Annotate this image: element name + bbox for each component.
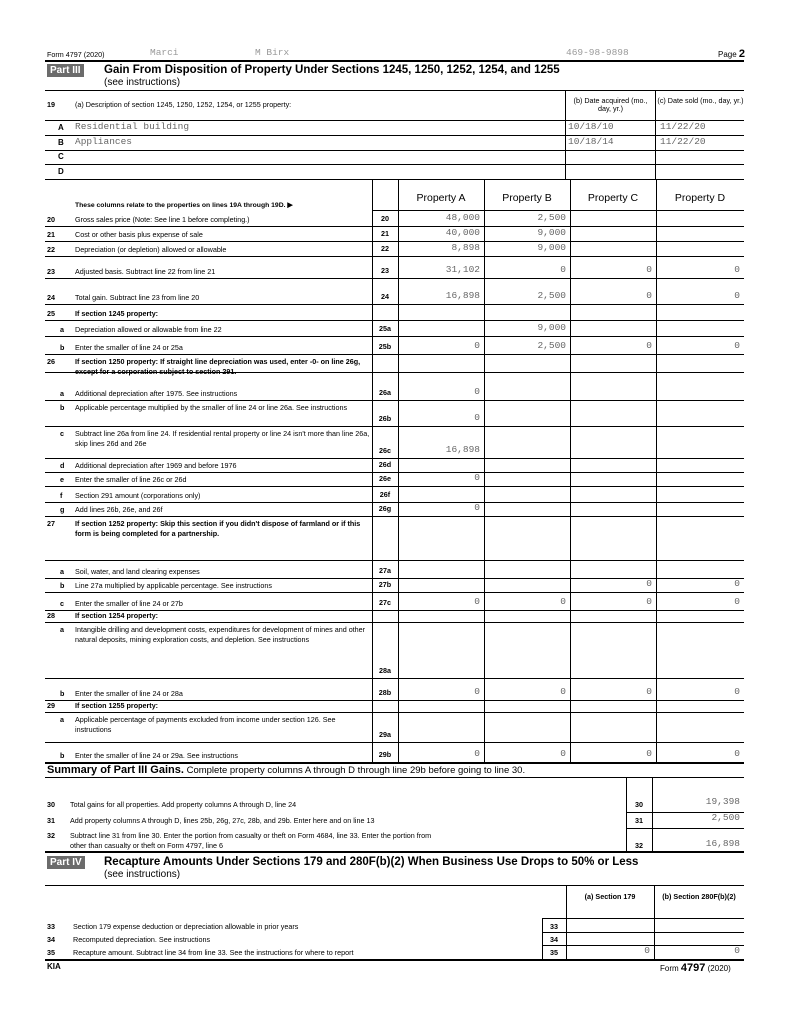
line-letter: a: [60, 567, 64, 576]
page-label: Page 2: [718, 48, 746, 60]
line-description: Subtract line 26a from line 24. If residential rental property or line 24 isn't more than line 26a, skip lines 26d and 26e: [75, 429, 370, 448]
line-description: If section 1250 property: If straight line depreciation was used, enter -0- on line 26g, except for a corporation subject to section 291.: [75, 357, 361, 376]
line-code: 26g: [378, 504, 392, 513]
line-letter: a: [60, 625, 64, 634]
line-number: 26: [47, 357, 55, 366]
property-c-value: 0: [646, 686, 652, 697]
property-d-value: 0: [734, 686, 740, 697]
property-a-value: 31,102: [445, 264, 480, 275]
property-letter: A: [58, 123, 64, 132]
property-d-value: 0: [734, 340, 740, 351]
line-30-value: 19,398: [705, 796, 740, 807]
property-a-value: 40,000: [445, 227, 480, 238]
line-code: 25b: [378, 342, 392, 351]
property-d-value: 0: [734, 596, 740, 607]
line-number: 29: [47, 701, 55, 710]
line-description: Gross sales price (Note: See line 1 before completing.): [75, 215, 250, 224]
col-section-179: (a) Section 179: [584, 892, 636, 901]
property-a-value: 0: [474, 596, 480, 607]
taxpayer-ssn: 469-98-9898: [566, 47, 629, 58]
property-c-value: 0: [646, 264, 652, 275]
line-code: 26f: [379, 490, 391, 499]
property-b-value: 9,000: [537, 227, 566, 238]
col-property-d: Property D: [674, 192, 726, 204]
line-letter: g: [60, 505, 65, 514]
property-letter: C: [58, 152, 64, 161]
property-d-value: 0: [734, 748, 740, 759]
col-property-c: Property C: [587, 192, 639, 204]
line-code: 29a: [379, 730, 391, 739]
line-code: 28a: [379, 666, 391, 675]
property-d-value: 0: [734, 290, 740, 301]
line-31-text: Add property columns A through D, lines 25b, 26g, 27c, 28b, and 29b. Enter here and on line 13: [70, 816, 375, 825]
line-letter: c: [60, 429, 64, 438]
property-letter: B: [58, 138, 64, 147]
property-a-value: 8,898: [451, 242, 480, 253]
line-description: Depreciation allowed or allowable from line 22: [75, 325, 222, 334]
taxpayer-last-name: M Birx: [255, 47, 290, 58]
line-code: 26e: [379, 474, 391, 483]
line-code: 22: [381, 244, 389, 253]
line-description: If section 1254 property:: [75, 611, 159, 620]
property-c-value: 0: [646, 290, 652, 301]
property-b-value: 0: [560, 596, 566, 607]
line-description: Add lines 26b, 26e, and 26f: [75, 505, 163, 514]
line-35-section-280f-value: 0: [734, 945, 740, 956]
line-letter: a: [60, 715, 64, 724]
property-description: Residential building: [75, 121, 190, 132]
line-19-text: (a) Description of section 1245, 1250, 1252, 1254, or 1255 property:: [75, 100, 292, 109]
line-number: 22: [47, 245, 55, 254]
line-description: Applicable percentage multiplied by the smaller of line 24 or line 26a. See instructions: [75, 403, 348, 412]
line-code: 20: [381, 214, 389, 223]
line-code: 27b: [378, 580, 392, 589]
line-code: 25a: [379, 324, 391, 333]
footer-form-label: Form 4797 (2020): [660, 962, 731, 974]
line-35-text: Recapture amount. Subtract line 34 from line 33. See the instructions for where to report: [73, 948, 354, 957]
summary-heading: Summary of Part III Gains. Complete property columns A through D through line 29b before going to line 30.: [47, 764, 526, 776]
line-letter: f: [60, 491, 63, 500]
property-date-sold: 11/22/20: [660, 136, 706, 147]
line-35-code: 35: [550, 948, 558, 957]
line-code: 26b: [378, 414, 392, 423]
property-d-value: 0: [734, 578, 740, 589]
footer-kia: KIA: [47, 962, 61, 971]
line-description: Additional depreciation after 1975. See instructions: [75, 389, 238, 398]
line-letter: b: [60, 751, 65, 760]
line-number: 23: [47, 267, 55, 276]
line-letter: d: [60, 461, 65, 470]
property-a-value: 0: [474, 748, 480, 759]
line-letter: b: [60, 343, 65, 352]
part4-tag: Part IV: [47, 856, 85, 869]
col-property-b: Property B: [502, 192, 552, 204]
line-34-code: 34: [550, 935, 558, 944]
line-code: 27a: [379, 566, 391, 575]
col-property-a: Property A: [416, 192, 466, 204]
line-32-value: 16,898: [705, 838, 740, 849]
line-19-number: 19: [47, 100, 55, 109]
line-description: Enter the smaller of line 24 or 29a. See instructions: [75, 751, 239, 760]
property-date-sold: 11/22/20: [660, 121, 706, 132]
property-a-value: 16,898: [445, 290, 480, 301]
line-code: 21: [381, 229, 389, 238]
line-number: 25: [47, 309, 55, 318]
line-number: 20: [47, 215, 55, 224]
col-section-280f: (b) Section 280F(b)(2): [662, 892, 736, 901]
line-letter: b: [60, 403, 65, 412]
line-32-text-2: other than casualty or theft on Form 4797, line 6: [70, 841, 224, 850]
form-label: Form 4797 (2020): [47, 50, 105, 59]
property-d-value: 0: [734, 264, 740, 275]
property-b-value: 2,500: [537, 290, 566, 301]
line-31-number: 31: [47, 816, 55, 825]
line-35-number: 35: [47, 948, 55, 957]
line-description: If section 1252 property: Skip this section if you didn't dispose of farmland or if this form is being completed for a partnership.: [75, 519, 361, 538]
property-b-value: 0: [560, 264, 566, 275]
line-description: If section 1255 property:: [75, 701, 159, 710]
line-letter: a: [60, 389, 64, 398]
line-description: Enter the smaller of line 26c or 26d: [75, 475, 187, 484]
line-code: 26a: [379, 388, 391, 397]
property-c-value: 0: [646, 340, 652, 351]
line-number: 24: [47, 293, 55, 302]
line-description: Line 27a multiplied by applicable percentage. See instructions: [75, 581, 272, 590]
line-30-text: Total gains for all properties. Add property columns A through D, line 24: [70, 800, 297, 809]
line-letter: e: [60, 475, 64, 484]
line-letter: b: [60, 581, 65, 590]
line-description: Cost or other basis plus expense of sale: [75, 230, 203, 239]
property-b-value: 0: [560, 748, 566, 759]
property-a-value: 0: [474, 412, 480, 423]
line-30-number: 30: [47, 800, 55, 809]
property-date-acquired: 10/18/10: [568, 121, 614, 132]
col-c-header: (c) Date sold (mo., day, yr.): [657, 96, 744, 105]
line-code: 27c: [379, 598, 391, 607]
line-33-code: 33: [550, 922, 558, 931]
line-description: Soil, water, and land clearing expenses: [75, 567, 200, 576]
property-a-value: 0: [474, 686, 480, 697]
line-code: 23: [381, 266, 389, 275]
columns-note: These columns relate to the properties on lines 19A through 19D. ▶: [75, 202, 293, 209]
line-number: 27: [47, 519, 55, 528]
line-description: Adjusted basis. Subtract line 22 from line 21: [75, 267, 216, 276]
part4-subtitle: (see instructions): [104, 869, 181, 880]
line-code: 28b: [378, 688, 392, 697]
line-description: Intangible drilling and development costs, expenditures for development of mines and other natural deposits, mining exploration costs, and depletion. See instructions: [75, 625, 366, 644]
taxpayer-first-name: Marci: [150, 47, 179, 58]
property-a-value: 0: [474, 472, 480, 483]
line-code: 26c: [379, 446, 391, 455]
line-description: If section 1245 property:: [75, 309, 159, 318]
property-a-value: 16,898: [445, 444, 480, 455]
col-b-header: (b) Date acquired (mo., day, yr.): [573, 96, 648, 113]
line-33-number: 33: [47, 922, 55, 931]
line-letter: a: [60, 325, 64, 334]
property-a-value: 48,000: [445, 212, 480, 223]
property-a-value: 0: [474, 502, 480, 513]
line-30-code: 30: [635, 800, 643, 809]
line-letter: b: [60, 689, 65, 698]
property-letter: D: [58, 167, 64, 176]
part3-title: Gain From Disposition of Property Under Sections 1245, 1250, 1252, 1254, and 1255: [104, 64, 560, 76]
line-31-code: 31: [635, 816, 643, 825]
property-date-acquired: 10/18/14: [568, 136, 614, 147]
line-description: Depreciation (or depletion) allowed or allowable: [75, 245, 227, 254]
line-description: Total gain. Subtract line 23 from line 20: [75, 293, 200, 302]
line-description: Enter the smaller of line 24 or 27b: [75, 599, 183, 608]
line-34-text: Recomputed depreciation. See instructions: [73, 935, 211, 944]
line-description: Enter the smaller of line 24 or 25a: [75, 343, 183, 352]
part4-title: Recapture Amounts Under Sections 179 and 280F(b)(2) When Business Use Drops to 50% or Less: [104, 856, 639, 868]
line-32-text-1: Subtract line 31 from line 30. Enter the portion from casualty or theft on Form 4684, line 33. Enter the portion from: [70, 831, 432, 840]
line-33-text: Section 179 expense deduction or depreciation allowable in prior years: [73, 922, 299, 931]
line-34-number: 34: [47, 935, 55, 944]
line-code: 24: [381, 292, 389, 301]
property-b-value: 2,500: [537, 340, 566, 351]
property-c-value: 0: [646, 578, 652, 589]
property-a-value: 0: [474, 386, 480, 397]
property-a-value: 0: [474, 340, 480, 351]
line-32-number: 32: [47, 831, 55, 840]
line-31-value: 2,500: [711, 812, 740, 823]
line-code: 26d: [378, 460, 392, 469]
line-code: 29b: [378, 750, 392, 759]
line-35-section-179-value: 0: [644, 945, 650, 956]
property-b-value: 0: [560, 686, 566, 697]
line-description: Section 291 amount (corporations only): [75, 491, 201, 500]
property-description: Appliances: [75, 136, 133, 147]
property-b-value: 9,000: [537, 242, 566, 253]
line-description: Applicable percentage of payments excluded from income under section 126. See instructions: [75, 715, 336, 734]
line-description: Additional depreciation after 1969 and before 1976: [75, 461, 237, 470]
line-32-code: 32: [635, 841, 643, 850]
line-description: Enter the smaller of line 24 or 28a: [75, 689, 183, 698]
part3-subtitle: (see instructions): [104, 77, 181, 88]
line-letter: c: [60, 599, 64, 608]
property-c-value: 0: [646, 596, 652, 607]
property-b-value: 9,000: [537, 322, 566, 333]
line-number: 21: [47, 230, 55, 239]
line-number: 28: [47, 611, 55, 620]
property-c-value: 0: [646, 748, 652, 759]
part3-tag: Part III: [47, 64, 84, 77]
property-b-value: 2,500: [537, 212, 566, 223]
